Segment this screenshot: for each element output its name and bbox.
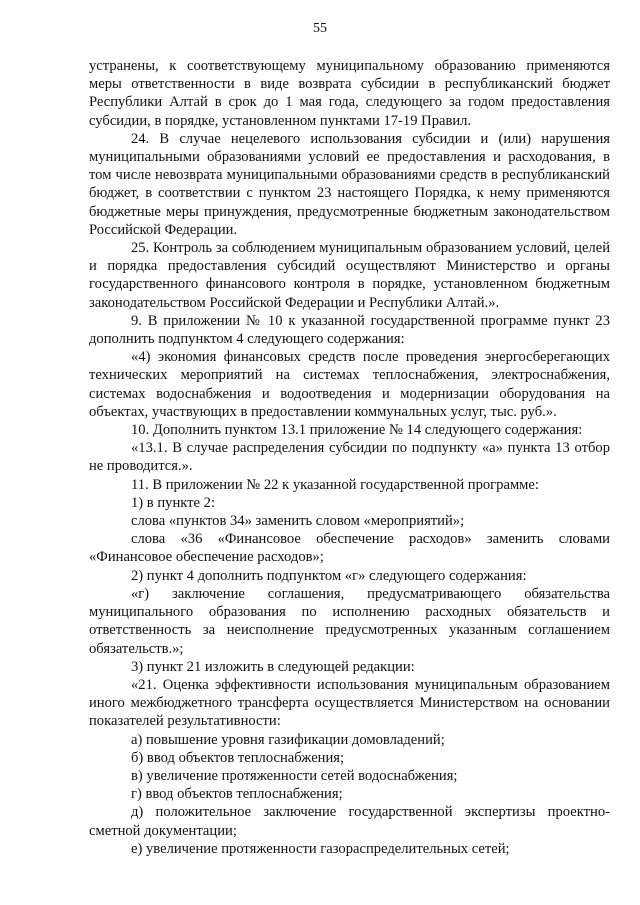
list-item: г) ввод объектов теплоснабжения; bbox=[131, 786, 343, 803]
list-item: е) увеличение протяженности газораспределительных сетей; bbox=[131, 840, 510, 857]
paragraph: 10. Дополнить пунктом 13.1 приложение № 14 следующего содержания: bbox=[131, 422, 583, 439]
paragraph: «13.1. В случае распределения субсидии по подпункту «а» пункта 13 отбор не проводится.». bbox=[89, 440, 610, 475]
paragraph: 1) в пункте 2: bbox=[131, 494, 216, 511]
paragraph: 3) пункт 21 изложить в следующей редакции: bbox=[131, 658, 415, 675]
paragraph: 11. В приложении № 22 к указанной государственной программе: bbox=[131, 476, 539, 493]
paragraph: «4) экономия финансовых средств после проведения энергосберегающих технических мероприятий на системах теплоснабжения, электроснабжения, системах водоснабжения и водоотведения и модернизации оборудования на объектах, участвующих в предоставлении коммунальных услуг, тыс. руб.». bbox=[89, 349, 610, 420]
document-body bbox=[89, 57, 610, 858]
paragraph: слова «36 «Финансовое обеспечение расходов» заменить словами «Финансовое обеспечение расходов»; bbox=[89, 531, 610, 566]
paragraph: устранены, к соответствующему муниципальному образованию применяются меры ответственности в виде возврата субсидии в республиканский бюджет Республики Алтай в срок до 1 мая года, следующего за годом предоставления субсидии, в порядке, установленном пунктами 17-19 Правил. bbox=[89, 58, 610, 129]
paragraph: 24. В случае нецелевого использования субсидии и (или) нарушения муниципальными образованиями условий ее предоставления и расходования, в том числе невозврата муниципальными образованиями средств в республиканский бюджет, в соответствии с пунктом 23 настоящего Порядка, к нему применяются бюджетные меры принуждения, предусмотренные бюджетным законодательством Российской Федерации. bbox=[89, 130, 610, 238]
list-item: в) увеличение протяженности сетей водоснабжения; bbox=[131, 767, 458, 784]
list-item: а) повышение уровня газификации домовладений; bbox=[131, 731, 445, 748]
list-item: б) ввод объектов теплоснабжения; bbox=[131, 749, 345, 766]
paragraph: 25. Контроль за соблюдением муниципальным образованием условий, целей и порядка предоставления субсидий осуществляют Министерство и органы государственного финансового контроля в порядке, установленном бюджетным законодательством Российской Федерации и Республики Алтай.». bbox=[89, 240, 610, 311]
list-item: д) положительное заключение государственной экспертизы проектно-сметной документации; bbox=[89, 804, 610, 839]
page-number: 55 bbox=[313, 21, 327, 36]
paragraph: «21. Оценка эффективности использования муниципальным образованием иного межбюджетного трансферта осуществляется Министерством на основании показателей результативности: bbox=[89, 676, 610, 730]
paragraph: слова «пунктов 34» заменить словом «мероприятий»; bbox=[131, 513, 465, 530]
paragraph: «г) заключение соглашения, предусматривающего обязательства муниципального образования по исполнению расходных обязательств и ответственность за неисполнение предусмотренных указанным соглашением обязательств.»; bbox=[89, 585, 610, 657]
paragraph: 2) пункт 4 дополнить подпунктом «г» следующего содержания: bbox=[131, 567, 527, 584]
paragraph: 9. В приложении № 10 к указанной государственной программе пункт 23 дополнить подпунктом 4 следующего содержания: bbox=[89, 312, 610, 348]
